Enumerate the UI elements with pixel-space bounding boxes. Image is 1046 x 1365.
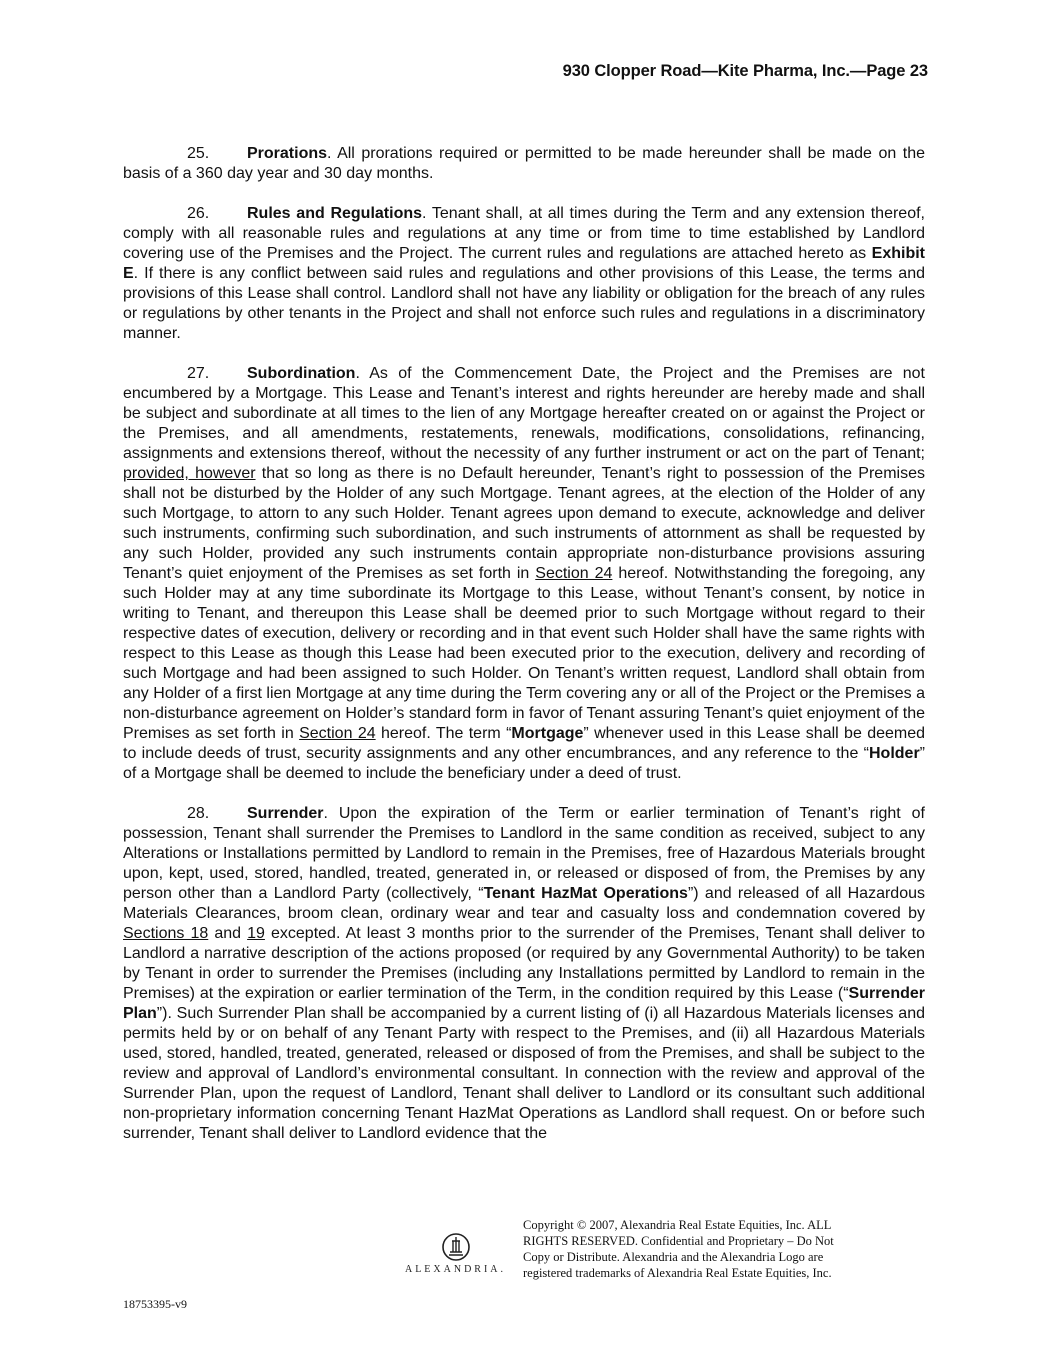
section-number: 25. [187, 145, 210, 162]
section-text: ” whenever used in this Lease shall be deemed to include deeds of trust, security assignments and any other encumbrances, and any reference to the “ [123, 725, 926, 762]
section-text: and [208, 925, 248, 942]
section-heading: Rules and Regulations [247, 205, 423, 222]
section-number: 27. [187, 365, 210, 382]
section-26 [123, 204, 925, 344]
defined-term: Mortgage [511, 725, 584, 742]
exhibit-reference: Exhibit E [123, 245, 925, 282]
section-text: ”). Such Surrender Plan shall be accompanied by a current listing of (i) all Hazardous Materials licenses and permits held by or on behalf of any Tenant Party with respect to the Premises, and (ii) all Hazardous Materials used, stored, handled, treated, generated, released or disposed of from the Premises, and shall be subject to the review and approval of Landlord’s environmental consultant. In connection with the review and approval of the Surrender Plan, upon the request of Landlord, Tenant shall deliver to Landlord or its consultant such additional non-proprietary information concerning Tenant HazMat Operations as Landlord shall request. On or before such surrender, Tenant shall deliver to Landlord evidence that the [123, 1005, 925, 1142]
section-text: ”) and released of all Hazardous Materials Clearances, broom clean, ordinary wear and tear and casualty loss and condemnation covered by [123, 885, 925, 922]
document-body [123, 144, 925, 1164]
section-text: hereof. Notwithstanding the foregoing, any such Holder may at any time subordinate its Mortgage to this Lease, without Tenant’s consent, by notice in writing to Tenant, and thereupon this Lease shall be deemed prior to such Mortgage without regard to their respective dates of execution, delivery or recording and in that event such Holder shall have the same rights with respect to this Lease as though this Lease had been executed prior to the execution, delivery and recording of such Mortgage and had been assigned to such Holder. On Tenant’s written request, Landlord shall obtain from any Holder of a first lien Mortgage at any time during the Term covering any or all of the Project or the Premises a non-disturbance agreement on Holder’s standard form in favor of Tenant assuring Tenant’s quiet enjoyment of the Premises as set forth in [123, 565, 926, 742]
section-text: . Tenant shall, at all times during the Term and any extension thereof, comply with all reasonable rules and regulations at any time or from time to time established by Landlord covering use of the Premises and the Project. The current rules and regulations are attached hereto as [123, 205, 925, 262]
alexandria-logo [398, 1232, 513, 1280]
alexandria-logo-icon [441, 1232, 471, 1262]
section-heading: Subordination [247, 365, 356, 382]
document-id: 18753395-v9 [123, 1297, 187, 1311]
section-text: ” of a Mortgage shall be deemed to include the beneficiary under a deed of trust. [123, 745, 925, 782]
copyright-notice [523, 1217, 883, 1281]
section-heading: Surrender [247, 805, 324, 822]
section-text: . If there is any conflict between said rules and regulations and other provisions of this Lease, the terms and provisions of this Lease shall control. Landlord shall not have any liability or obligation for the breach of any rules or regulations by other tenants in the Project and shall not enforce such rules and regulations in a discriminatory manner. [123, 265, 925, 342]
section-heading: Prorations [247, 145, 328, 162]
defined-term: Tenant HazMat Operations [483, 885, 688, 902]
section-28 [123, 804, 925, 1144]
section-27 [123, 364, 925, 784]
section-text: . All prorations required or permitted to be made hereunder shall be made on the basis of a 360 day year and 30 day months. [123, 145, 925, 182]
provided-however-phrase: provided, however [123, 465, 256, 482]
section-cross-reference: Section 24 [299, 725, 376, 742]
defined-term: Surrender Plan [123, 985, 925, 1022]
copyright-line: RIGHTS RESERVED. Confidential and Proprietary – Do Not [523, 1234, 834, 1248]
section-cross-reference: Section 24 [535, 565, 613, 582]
copyright-line: registered trademarks of Alexandria Real Estate Equities, Inc. [523, 1266, 832, 1280]
logo-wordmark: ALEXANDRIA. [404, 1264, 507, 1275]
section-25 [123, 144, 925, 184]
defined-term: Holder [869, 745, 920, 762]
page-header: 930 Clopper Road—Kite Pharma, Inc.—Page 23 [562, 62, 928, 80]
section-text: . Upon the expiration of the Term or earlier termination of Tenant’s right of possession, Tenant shall surrender the Premises to Landlord in the same condition as received, subject to any Alterations or Installations permitted by Landlord to remain in the Premises, free of Hazardous Materials brought upon, kept, used, stored, handled, treated, generated in, or released or disposed of from, the Premises by any person other than a Landlord Party (collectively, “ [123, 805, 925, 902]
section-text: . As of the Commencement Date, the Project and the Premises are not encumbered by a Mortgage. This Lease and Tenant’s interest and rights hereunder are hereby made and shall be subject and subordinate at all times to the lien of any Mortgage hereafter created on or against the Project or the Premises, and all amendments, restatements, renewals, modifications, consolidations, refinancing, assignments and extensions thereof, without the necessity of any further instrument or act on the part of Tenant; [123, 365, 925, 462]
section-number: 28. [187, 805, 210, 822]
section-cross-reference: 19 [247, 925, 265, 942]
copyright-line: Copyright © 2007, Alexandria Real Estate Equities, Inc. ALL [523, 1218, 832, 1232]
section-cross-reference: Sections 18 [123, 925, 209, 942]
copyright-line: Copy or Distribute. Alexandria and the Alexandria Logo are [523, 1250, 824, 1264]
section-text: hereof. The term “ [375, 725, 512, 742]
section-text: that so long as there is no Default hereunder, Tenant’s right to possession of the Premises shall not be disturbed by the Holder of any such Mortgage. Tenant agrees, at the election of the Holder of any such Mortgage, to attorn to any such Holder. Tenant agrees upon demand to execute, acknowledge and deliver such instruments, confirming such subordination, and such instruments of attornment as shall be requested by any such Holder, provided any such instruments contain appropriate non-disturbance provisions assuring Tenant’s quiet enjoyment of the Premises as set forth in [123, 465, 925, 582]
section-text: excepted. At least 3 months prior to the surrender of the Premises, Tenant shall deliver to Landlord a narrative description of the actions proposed (or required by any Governmental Authority) to be taken by Tenant in order to surrender the Premises (including any Installations permitted by Landlord to remain in the Premises) at the expiration or earlier termination of the Term, in the condition required by this Lease (“ [123, 925, 925, 1002]
section-number: 26. [187, 205, 210, 222]
